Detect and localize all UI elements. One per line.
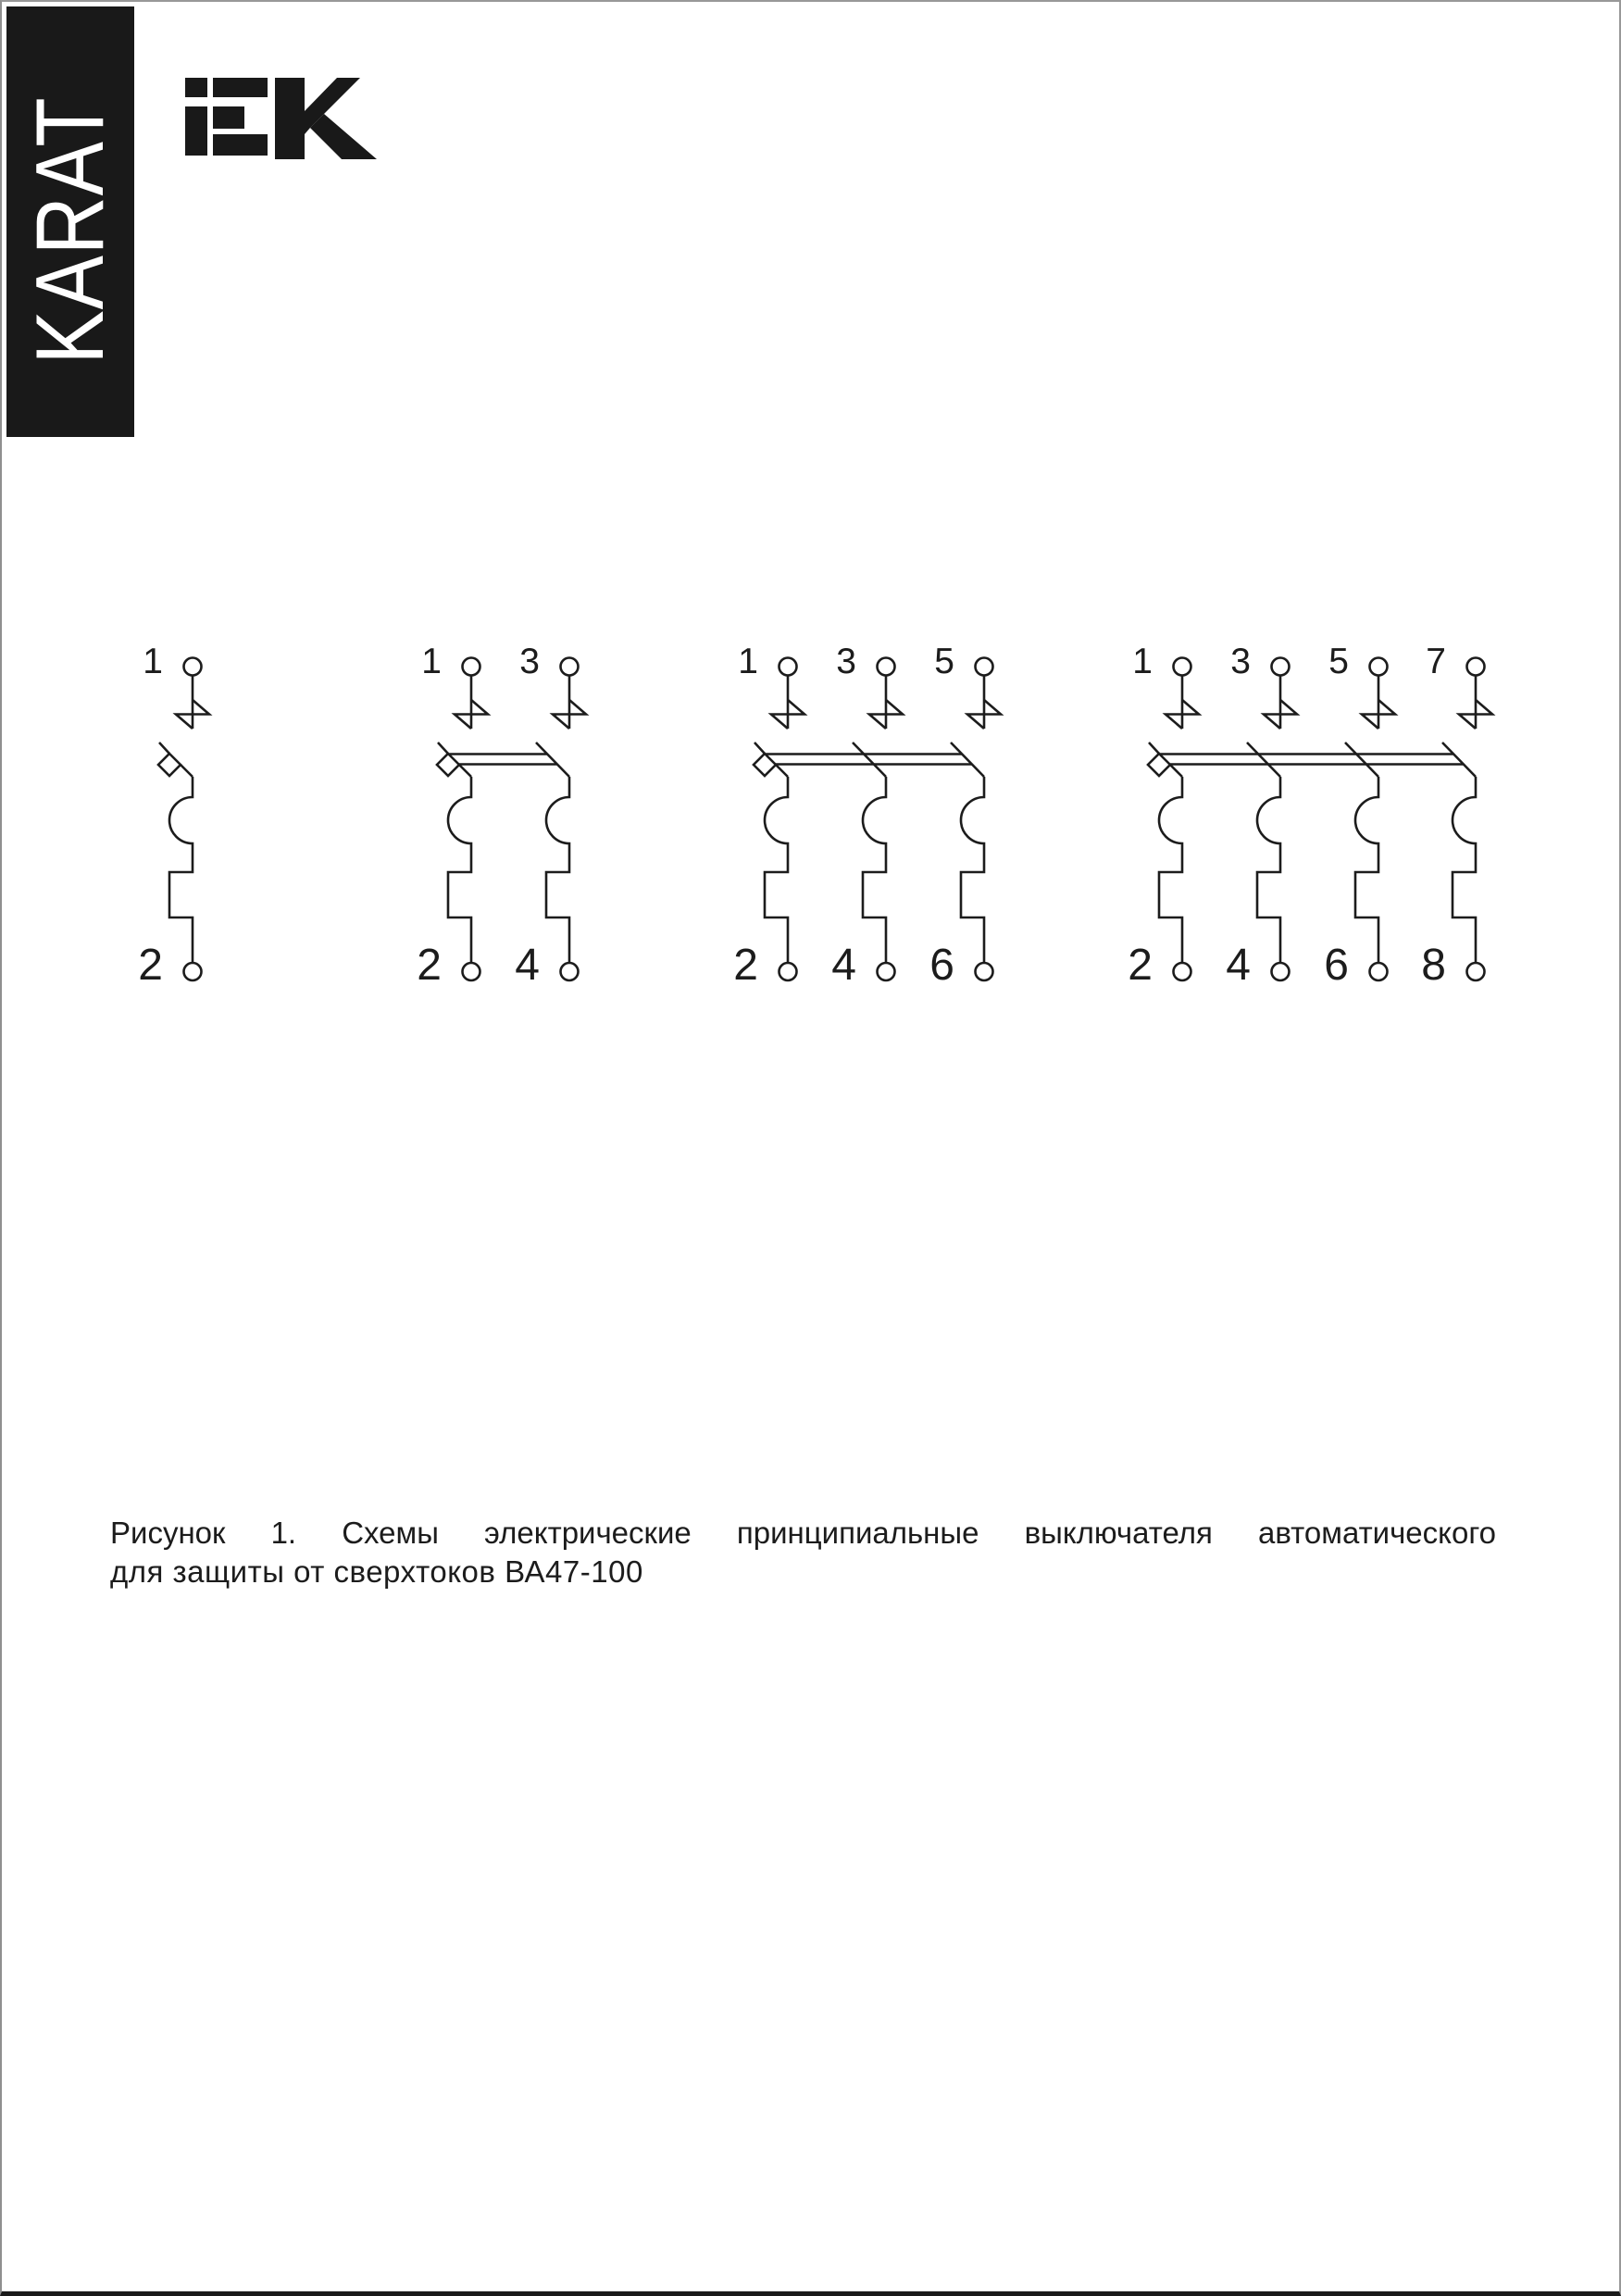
terminal-circle: [184, 658, 202, 676]
terminal-label: 1: [1132, 642, 1153, 681]
release-elements-path: [765, 777, 788, 963]
contact-blade: [951, 742, 984, 777]
terminal-label: 6: [929, 941, 954, 990]
terminal-circle: [976, 963, 993, 980]
terminal-circle: [1467, 658, 1485, 676]
release-elements-path: [1453, 777, 1476, 963]
terminal-circle: [1174, 963, 1191, 980]
terminal-label: 5: [934, 642, 954, 681]
trip-mechanism-diamond-icon: [1148, 754, 1170, 776]
terminal-circle: [463, 658, 480, 676]
terminal-circle: [779, 963, 797, 980]
terminal-label: 3: [1230, 642, 1251, 681]
terminal-label: 1: [421, 642, 442, 681]
terminal-label: 2: [138, 941, 163, 990]
breaker-diagram-4p: [1128, 642, 1492, 990]
contact-blade: [1345, 742, 1378, 777]
breaker-diagram-1p: [138, 642, 209, 990]
contact-blade: [536, 742, 569, 777]
terminal-label: 7: [1426, 642, 1446, 681]
terminal-label: 6: [1324, 941, 1349, 990]
terminal-circle: [779, 658, 797, 676]
terminal-label: 8: [1421, 941, 1446, 990]
terminal-circle: [1370, 658, 1388, 676]
terminal-label: 4: [1226, 941, 1251, 990]
terminal-circle: [1272, 658, 1290, 676]
release-elements-path: [1159, 777, 1182, 963]
trip-mechanism-diamond-icon: [754, 754, 776, 776]
terminal-label: 1: [738, 642, 758, 681]
figure-caption: [110, 1514, 1496, 1591]
karat-label: KARAT: [17, 96, 124, 365]
terminal-circle: [1370, 963, 1388, 980]
release-elements-path: [169, 777, 193, 963]
breaker-diagram-2p: [417, 642, 586, 990]
terminal-label: 3: [519, 642, 540, 681]
trip-mechanism-diamond-icon: [158, 754, 181, 776]
terminal-circle: [878, 963, 895, 980]
release-elements-path: [546, 777, 569, 963]
terminal-label: 5: [1328, 642, 1349, 681]
terminal-circle: [184, 963, 202, 980]
contact-blade: [853, 742, 886, 777]
terminal-label: 4: [831, 941, 856, 990]
release-elements-path: [961, 777, 984, 963]
contact-blade: [1442, 742, 1476, 777]
release-elements-path: [1355, 777, 1378, 963]
terminal-circle: [463, 963, 480, 980]
release-elements-path: [1257, 777, 1280, 963]
breaker-diagram-3p: [733, 642, 1001, 990]
terminal-circle: [1272, 963, 1290, 980]
terminal-label: 1: [143, 642, 163, 681]
release-elements-path: [863, 777, 886, 963]
release-elements-path: [448, 777, 471, 963]
terminal-circle: [1467, 963, 1485, 980]
contact-blade: [1247, 742, 1280, 777]
terminal-label: 2: [733, 941, 758, 990]
terminal-circle: [878, 658, 895, 676]
terminal-circle: [561, 658, 579, 676]
terminal-label: 4: [515, 941, 540, 990]
caption-line-2: для защиты от сверхтоков ВА47-100: [110, 1554, 643, 1589]
terminal-label: 3: [836, 642, 856, 681]
trip-mechanism-diamond-icon: [437, 754, 459, 776]
terminal-label: 2: [417, 941, 442, 990]
terminal-circle: [561, 963, 579, 980]
terminal-label: 2: [1128, 941, 1153, 990]
terminal-circle: [976, 658, 993, 676]
terminal-circle: [1174, 658, 1191, 676]
caption-line-1: Рисунок 1. Схемы электрические принципиальные выключателя автоматического: [110, 1516, 1496, 1550]
circuit-diagrams: [2, 2, 1621, 2296]
